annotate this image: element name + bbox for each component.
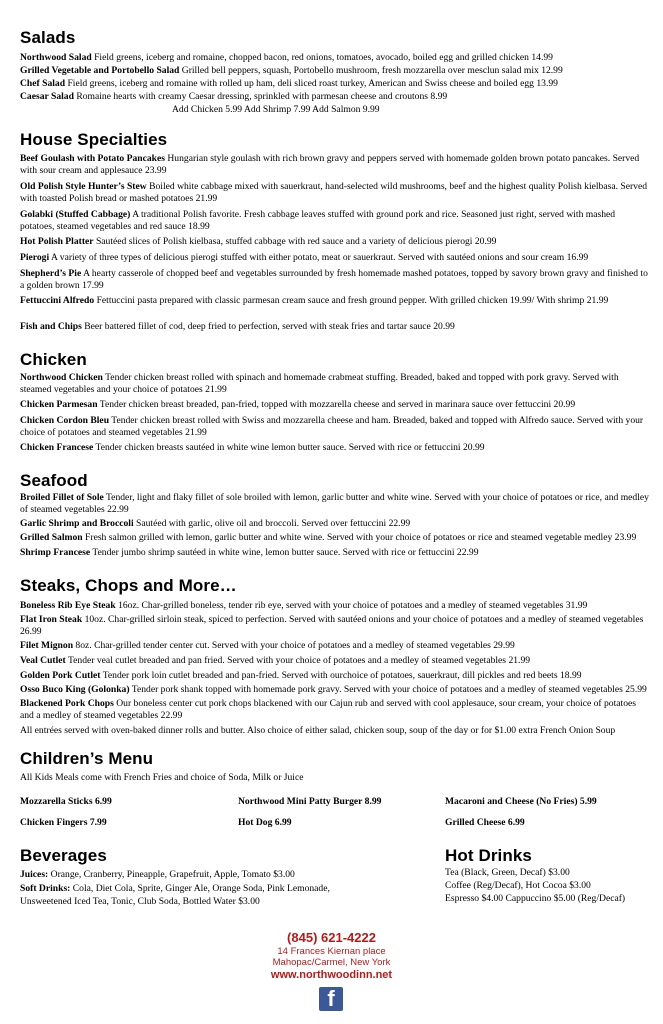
menu-item: Chicken Parmesan Tender chicken breast breaded, pan-fried, topped with mozzarella cheese and served in marinara sauce over fettuccini 20.99 (20, 399, 576, 410)
menu-item: Broiled Fillet of Sole Tender, light and flaky fillet of sole broiled with lemon, garlic butter and white wine. Served with your choice of potatoes or rice, and medley of steamed vegetables 22.99 (20, 492, 649, 515)
menu-item: Beef Goulash with Potato Pancakes Hungarian style goulash with rich brown gravy and peppers served with homemade golden brown potato pancakes. Served with sour cream and applesauce 23.99 (20, 153, 640, 176)
menu-item: Pierogi A variety of three types of delicious pierogi stuffed with either potato, meat or sauerkraut. Served with sautéed onions and sour cream 16.99 (20, 252, 589, 263)
juices-line: Juices: Orange, Cranberry, Pineapple, Grapefruit, Apple, Tomato $3.00 (20, 869, 295, 880)
menu-item: Caesar Salad Romaine hearts with creamy Caesar dressing, sprinkled with parmesan cheese and croutons 8.99 (20, 91, 448, 102)
kids-note: All Kids Meals come with French Fries and choice of Soda, Milk or Juice (20, 772, 304, 783)
menu-item: Golabki (Stuffed Cabbage) A traditional Polish favorite. Fresh cabbage leaves stuffed with ground pork and rice. Seasoned just right, served with mashed potatoes, steamed vegetables and red sauce 18.99 (20, 209, 616, 232)
website-link[interactable]: www.northwoodinn.net (270, 969, 393, 981)
menu-item: Fettuccini Alfredo Fettuccini pasta prepared with classic parmesan cream sauce and fresh ground pepper. With grilled chicken 19.99/ With shrimp 21.99 (20, 295, 609, 306)
kids-item: Hot Dog 6.99 (238, 817, 292, 828)
menu-item: Shepherd’s Pie A hearty casserole of chopped beef and vegetables surrounded by fresh homemade mashed potatoes, topped by savory brown gravy and finished to a golden brown 17.99 (20, 268, 648, 291)
menu-item: Boneless Rib Eye Steak 16oz. Char-grilled boneless, tender rib eye, served with your choice of potatoes and a medley of steamed vegetables 31.99 (20, 600, 588, 611)
seafood-heading: Seafood (20, 471, 88, 490)
menu-item: Chicken Francese Tender chicken breasts sautéed in white wine lemon butter sauce. Served with rice or fettuccini 20.99 (20, 442, 485, 453)
menu-item: Osso Buco King (Golonka) Tender pork shank topped with homemade pork gravy. Served with your choice of potatoes and a medley of steamed vegetables 25.99 (20, 684, 647, 695)
menu-item: Northwood Chicken Tender chicken breast rolled with spinach and homemade crabmeat stuffing. Breaded, baked and topped with pork gravy. Served with steamed vegetables and your choice of potatoes 21.99 (20, 372, 619, 395)
menu-item: Chicken Cordon Bleu Tender chicken breast rolled with Swiss and mozzarella cheese and ham. Breaded, baked and topped with Alfredo sauce. Served with your choice of potatoes and steamed vegetables 21.99 (20, 415, 644, 438)
menu-item: Fish and Chips Beer battered fillet of cod, deep fried to perfection, served with steak fries and tartar sauce 20.99 (20, 321, 455, 332)
hot-drinks-line: Coffee (Reg/Decaf), Hot Cocoa $3.00 (445, 880, 591, 891)
soft-drinks-line: Soft Drinks: Cola, Diet Cola, Sprite, Ginger Ale, Orange Soda, Pink Lemonade, (20, 883, 330, 894)
menu-item: Golden Pork Cutlet Tender pork loin cutlet breaded and pan-fried. Served with ourchoice of potatoes, sauerkraut, dill pickles and red beets 18.99 (20, 670, 582, 681)
menu-item: Blackened Pork Chops Our boneless center cut pork chops blackened with our Cajun rub and served with cool applesauce, sour cream, your choice of potatoes and a medley of steamed vegetables 22.99 (20, 698, 636, 721)
menu-item: Old Polish Style Hunter’s Stew Boiled white cabbage mixed with sauerkraut, hand-selected wild mushrooms, beef and the highest quality Polish kielbasa. Served with toasted Polish bread or mashed potatoes 21.99 (20, 181, 648, 204)
kids-item: Mozzarella Sticks 6.99 (20, 796, 112, 807)
hot-drinks-heading: Hot Drinks (445, 846, 532, 865)
menu-item: Garlic Shrimp and Broccoli Sautéed with garlic, olive oil and broccoli. Served over fettuccini 22.99 (20, 518, 411, 529)
menu-item: Hot Polish Platter Sautéed slices of Polish kielbasa, stuffed cabbage with red sauce and a variety of delicious pierogi 20.99 (20, 236, 497, 247)
menu-item: Northwood Salad Field greens, iceberg and romaine, chopped bacon, red onions, tomatoes, avocado, boiled egg and grilled chicken 14.99 (20, 52, 553, 63)
menu-item: Chef Salad Field greens, iceberg and romaine with rolled up ham, deli sliced roast turkey, American and Swiss cheese and boiled egg 13.99 (20, 78, 558, 89)
phone-number: (845) 621-4222 (287, 930, 376, 945)
hot-drinks-line: Tea (Black, Green, Decaf) $3.00 (445, 867, 570, 878)
kids-item: Macaroni and Cheese (No Fries) 5.99 (445, 796, 597, 807)
entrees-note: All entrées served with oven-baked dinner rolls and butter. Also choice of either salad, chicken soup, soup of the day or for $1.00 extra French Onion Soup (20, 725, 616, 736)
salad-addons: Add Chicken 5.99 Add Shrimp 7.99 Add Salmon 9.99 (172, 104, 380, 115)
kids-item: Chicken Fingers 7.99 (20, 817, 107, 828)
hot-drinks-line: Espresso $4.00 Cappuccino $5.00 (Reg/Decaf) (445, 893, 626, 904)
chicken-heading: Chicken (20, 350, 87, 369)
salads-heading: Salads (20, 28, 76, 47)
menu-item: Shrimp Francese Tender jumbo shrimp sautéed in white wine, lemon butter sauce. Served with rice or fettuccini 22.99 (20, 547, 479, 558)
facebook-glyph: f (327, 986, 335, 1011)
childrens-menu-heading: Children’s Menu (20, 749, 154, 768)
menu-item: Flat Iron Steak 10oz. Char-grilled sirloin steak, spiced to perfection. Served with sautéed onions and your choice of potatoes and a medley of steamed vegetables 26.99 (20, 614, 644, 637)
address-line-2: Mahopac/Carmel, New York (272, 957, 391, 968)
facebook-icon[interactable] (319, 987, 343, 1011)
kids-item: Northwood Mini Patty Burger 8.99 (238, 796, 382, 807)
soft-drinks-line-2: Unsweetened Iced Tea, Tonic, Club Soda, Bottled Water $3.00 (20, 896, 260, 907)
menu-item: Filet Mignon 8oz. Char-grilled tender center cut. Served with your choice of potatoes and a medley of steamed vegetables 29.99 (20, 640, 515, 651)
menu-item: Grilled Salmon Fresh salmon grilled with lemon, garlic butter and white wine. Served with your choice of potatoes or rice and steamed vegetable medley 23.99 (20, 532, 637, 543)
beverages-heading: Beverages (20, 846, 107, 865)
house-specialties-heading: House Specialties (20, 130, 168, 149)
kids-item: Grilled Cheese 6.99 (445, 817, 525, 828)
steaks-heading: Steaks, Chops and More… (20, 576, 237, 595)
address-line-1: 14 Frances Kiernan place (277, 946, 386, 957)
menu-item: Grilled Vegetable and Portobello Salad Grilled bell peppers, squash, Portobello mushroom, fresh mozzarella over mesclun salad mix 12.99 (20, 65, 563, 76)
menu-item: Veal Cutlet Tender veal cutlet breaded and pan fried. Served with your choice of potatoes and a medley of steamed vegetables 21.99 (20, 655, 531, 666)
